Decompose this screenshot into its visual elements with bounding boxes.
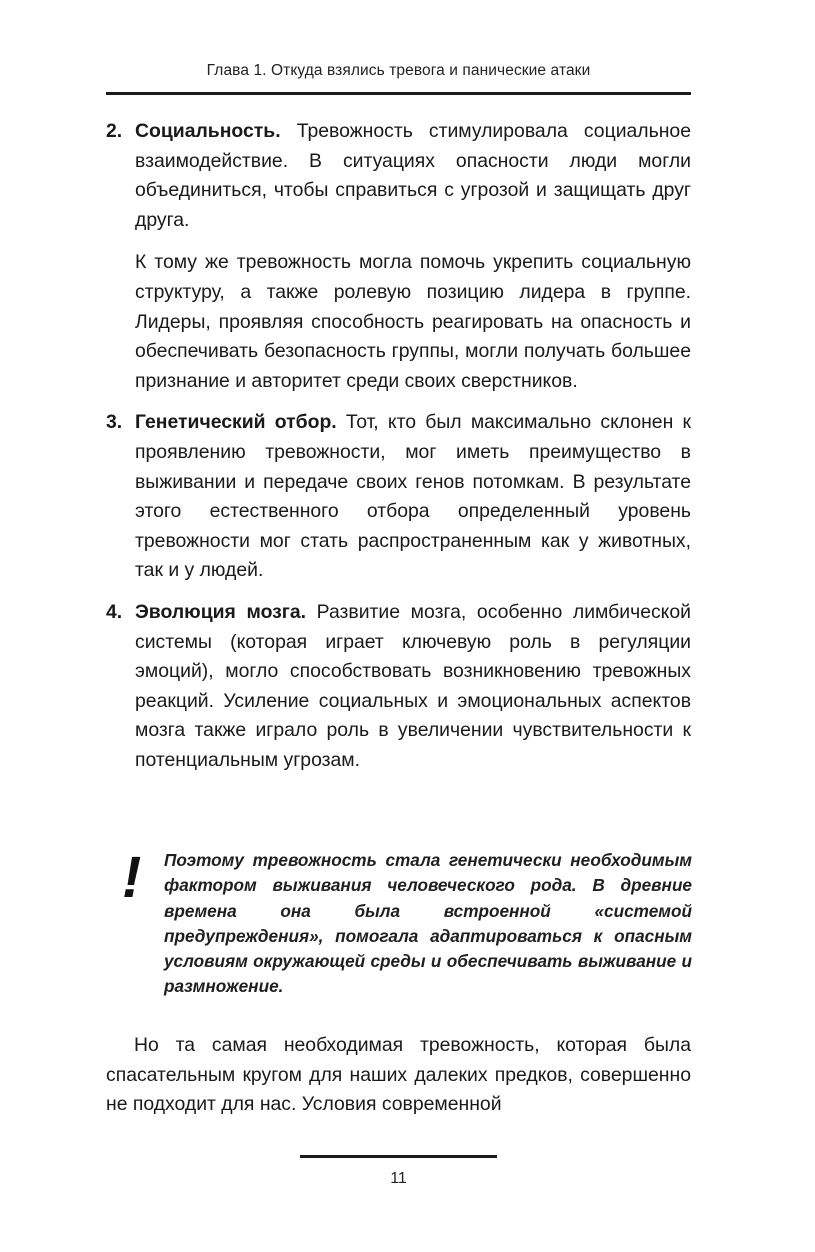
item-text: Тревожность стимулировала социальное взаимодействие. В ситуациях опасности люди могли объединиться, чтобы справиться с угрозой и защищать друг друга. bbox=[135, 120, 691, 231]
item-paragraph-continued: К тому же тревожность могла помочь укрепить социальную структуру, а также ролевую позицию лидера в группе. Лидеры, проявляя способность реагировать на опасность и обеспечивать безопасность группы, могли получать большее признание и авторитет среди своих сверстников. bbox=[135, 251, 691, 392]
header-rule bbox=[106, 92, 691, 95]
item-term: Социальность. bbox=[135, 120, 281, 142]
callout-text: Поэтому тревожность стала генетически необходимым фактором выживания человеческого рода. В древние времена она была встроенной «системой предупреждения», помогала адаптироваться к опасным условиям окружающей среды и обеспечивать выживание и размножение. bbox=[164, 850, 692, 997]
numbered-list bbox=[106, 117, 691, 787]
item-paragraph bbox=[135, 117, 691, 235]
item-number: 4. bbox=[106, 600, 123, 623]
item-number: 2. bbox=[106, 120, 123, 142]
list-item bbox=[106, 408, 691, 586]
item-paragraph bbox=[135, 598, 691, 776]
item-text: Развитие мозга, особенно лимбической системы (которая играет ключевую роль в регуляции эмоций), могло способствовать возникновению тревожных реакций. Усиление социальных и эмоциональных аспектов мозга также играло роль в увеличении чувствительности к потенциальным угрозам. bbox=[135, 600, 691, 771]
list-item bbox=[106, 598, 691, 776]
list-item bbox=[106, 117, 691, 396]
callout-box bbox=[120, 845, 692, 1000]
closing-paragraph: Но та самая необходимая тревожность, которая была спасательным кругом для наших далеких предков, совершенно не подходит для нас. Условия современной bbox=[106, 1034, 691, 1116]
footer-rule bbox=[300, 1155, 497, 1158]
item-number: 3. bbox=[106, 411, 123, 434]
item-text: Тот, кто был максимально склонен к проявлению тревожности, мог иметь преимущество в выживании и передаче своих генов потомкам. В результате этого естественного отбора определенный уровень тревожности мог стать распространенным как у животных, так и у людей. bbox=[135, 411, 691, 582]
item-term: Генетический отбор. bbox=[135, 411, 337, 434]
running-header: Глава 1. Откуда взялись тревога и панические атаки bbox=[206, 62, 591, 79]
item-paragraph bbox=[135, 408, 691, 586]
page-number: 11 bbox=[390, 1170, 407, 1187]
item-term: Эволюция мозга. bbox=[135, 600, 307, 623]
exclamation-icon: ! bbox=[122, 845, 142, 910]
